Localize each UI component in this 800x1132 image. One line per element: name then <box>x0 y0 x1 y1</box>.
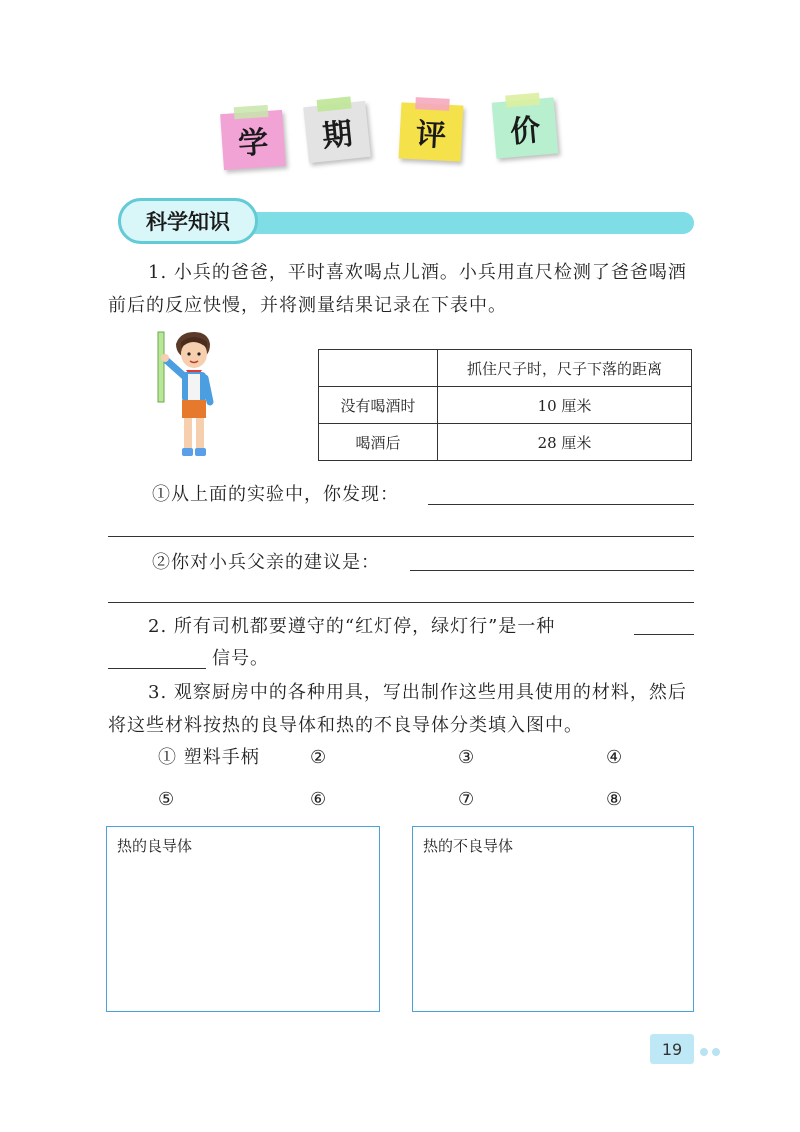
q2-line2: 信号。 <box>212 648 269 669</box>
q1-text: 1. 小兵的爸爸，平时喜欢喝点儿酒。小兵用直尺检测了爸爸喝酒前后的反应快慢，并将测量结果记录在下表中。 <box>108 262 687 316</box>
item-7: ⑦ <box>458 789 476 810</box>
item-6: ⑥ <box>310 789 328 810</box>
page-number: 19 <box>650 1034 694 1064</box>
table-cell: 没有喝酒时 <box>319 387 438 424</box>
section-title: 科学知识 <box>118 198 258 244</box>
table-row <box>319 424 692 461</box>
poor-conductor-label: 热的不良导体 <box>423 837 514 855</box>
item-2: ② <box>310 747 328 768</box>
q3-text: 3. 观察厨房中的各种用具，写出制作这些用具使用的材料，然后将这些材料按热的良导体和热的不良导体分类填入图中。 <box>108 682 687 736</box>
answer-line[interactable] <box>410 570 694 571</box>
table-cell: 10 厘米 <box>438 387 692 424</box>
boy-with-ruler-illustration <box>150 330 230 470</box>
decor-dot <box>700 1048 708 1056</box>
title-char: 期 <box>320 116 355 155</box>
answer-line[interactable] <box>634 634 694 635</box>
tape-decoration <box>415 97 450 111</box>
decor-dot <box>712 1048 720 1056</box>
title-card-1 <box>220 110 286 170</box>
table-header-cell: 抓住尺子时，尺子下落的距离 <box>438 350 692 387</box>
title-card-3 <box>399 102 464 161</box>
answer-line[interactable] <box>428 504 694 505</box>
item-4: ④ <box>606 747 624 768</box>
title-card-4 <box>492 97 559 158</box>
table-header-empty <box>319 350 438 387</box>
q1-sub2-prompt: ②你对小兵父亲的建议是： <box>152 552 380 573</box>
q2-line1: 2. 所有司机都要遵守的“红灯停，绿灯行”是一种 <box>148 616 556 637</box>
good-conductor-box[interactable] <box>106 826 380 1012</box>
table-header-row <box>319 350 692 387</box>
title-char: 评 <box>414 117 447 154</box>
reaction-test-table <box>318 349 692 461</box>
item-5: ⑤ <box>158 789 176 810</box>
good-conductor-label: 热的良导体 <box>117 837 193 855</box>
item-8: ⑧ <box>606 789 624 810</box>
answer-line[interactable] <box>108 602 694 603</box>
table-cell: 喝酒后 <box>319 424 438 461</box>
title-card-2 <box>303 101 371 163</box>
item-1: ① 塑料手柄 <box>158 747 260 768</box>
q1-sub1-prompt: ①从上面的实验中，你发现： <box>152 484 399 505</box>
tape-decoration <box>234 105 269 119</box>
title-char: 价 <box>508 112 542 151</box>
table-cell: 28 厘米 <box>438 424 692 461</box>
answer-line[interactable] <box>108 536 694 537</box>
table-row <box>319 387 692 424</box>
title-char: 学 <box>237 124 270 162</box>
answer-line[interactable] <box>108 668 206 669</box>
poor-conductor-box[interactable] <box>412 826 694 1012</box>
item-3: ③ <box>458 747 476 768</box>
